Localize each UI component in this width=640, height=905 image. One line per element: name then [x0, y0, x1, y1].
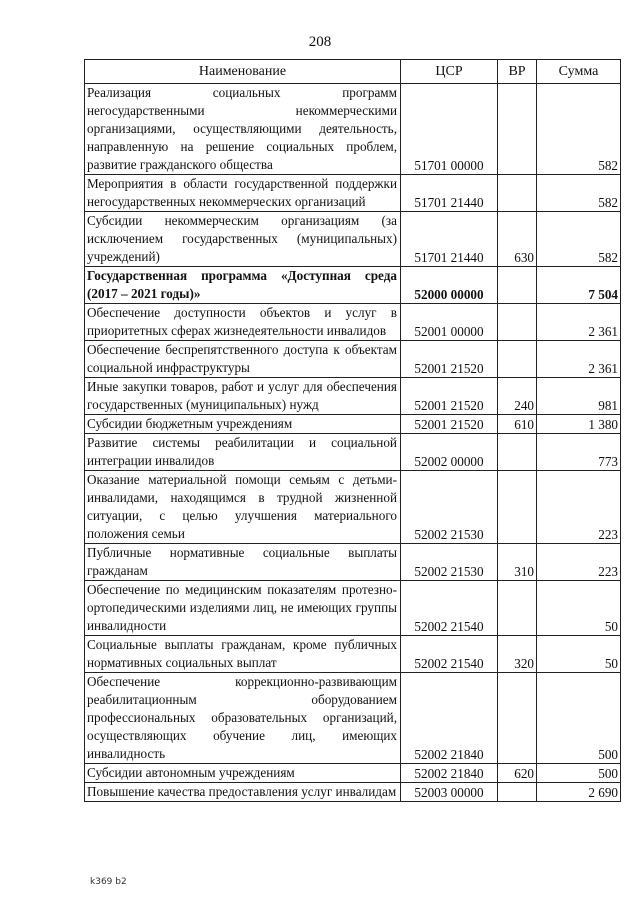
- row-sum-cell: 981: [537, 378, 621, 415]
- row-csr-cell: 52002 21840: [401, 673, 498, 764]
- row-sum-cell: 582: [537, 84, 621, 175]
- row-csr-cell: 51701 00000: [401, 84, 498, 175]
- row-sum-cell: 773: [537, 434, 621, 471]
- row-csr-cell: 51701 21440: [401, 212, 498, 267]
- row-sum-cell: 582: [537, 212, 621, 267]
- row-csr-cell: 52003 00000: [401, 783, 498, 802]
- row-vr-cell: 630: [498, 212, 537, 267]
- row-vr-cell: [498, 783, 537, 802]
- row-vr-cell: [498, 175, 537, 212]
- header-csr: ЦСР: [401, 60, 498, 84]
- row-sum-cell: 7 504: [537, 267, 621, 304]
- table-row: [85, 673, 621, 764]
- table-row: [85, 783, 621, 802]
- row-csr-cell: 51701 21440: [401, 175, 498, 212]
- budget-table: [84, 59, 621, 802]
- table-row: [85, 544, 621, 581]
- row-sum-cell: 50: [537, 581, 621, 636]
- table-row: [85, 764, 621, 783]
- table-row: [85, 581, 621, 636]
- footer-code: k369 b2: [90, 877, 127, 887]
- row-csr-cell: 52001 21520: [401, 378, 498, 415]
- row-csr-cell: 52002 21530: [401, 471, 498, 544]
- row-sum-cell: 500: [537, 673, 621, 764]
- row-name-cell: Обеспечение по медицинским показателям протезно-ортопедическими изделиями лиц, не имеющих группы инвалидности: [85, 581, 401, 636]
- row-name-cell: Повышение качества предоставления услуг инвалидам: [85, 783, 401, 802]
- row-name-cell: Обеспечение коррекционно-развивающим реабилитационным оборудованием профессиональных образовательных организаций, осуществляющих обучение лиц, имеющих инвалидность: [85, 673, 401, 764]
- row-vr-cell: [498, 341, 537, 378]
- row-csr-cell: 52002 21840: [401, 764, 498, 783]
- row-sum-cell: 2 690: [537, 783, 621, 802]
- row-vr-cell: [498, 434, 537, 471]
- row-name-cell: Социальные выплаты гражданам, кроме публичных нормативных социальных выплат: [85, 636, 401, 673]
- table-row: [85, 212, 621, 267]
- row-vr-cell: [498, 581, 537, 636]
- row-name-cell: Иные закупки товаров, работ и услуг для обеспечения государственных (муниципальных) нужд: [85, 378, 401, 415]
- table-row: [85, 434, 621, 471]
- row-vr-cell: 320: [498, 636, 537, 673]
- row-csr-cell: 52002 21530: [401, 544, 498, 581]
- row-csr-cell: 52000 00000: [401, 267, 498, 304]
- row-name-cell: Публичные нормативные социальные выплаты гражданам: [85, 544, 401, 581]
- row-sum-cell: 50: [537, 636, 621, 673]
- row-sum-cell: 2 361: [537, 304, 621, 341]
- row-vr-cell: [498, 84, 537, 175]
- row-name-cell: Мероприятия в области государственной поддержки негосударственных некоммерческих организаций: [85, 175, 401, 212]
- table-row: [85, 84, 621, 175]
- row-vr-cell: [498, 267, 537, 304]
- table-row: [85, 267, 621, 304]
- row-sum-cell: 500: [537, 764, 621, 783]
- row-csr-cell: 52002 00000: [401, 434, 498, 471]
- page-number: 208: [308, 34, 332, 50]
- table-row: [85, 304, 621, 341]
- row-csr-cell: 52002 21540: [401, 581, 498, 636]
- table-header-row: [85, 60, 621, 84]
- row-sum-cell: 2 361: [537, 341, 621, 378]
- row-vr-cell: 610: [498, 415, 537, 434]
- row-csr-cell: 52001 21520: [401, 415, 498, 434]
- row-name-cell: Государственная программа «Доступная среда (2017 – 2021 годы)»: [85, 267, 401, 304]
- table-row: [85, 341, 621, 378]
- row-name-cell: Оказание материальной помощи семьям с детьми-инвалидами, находящимся в трудной жизненной ситуации, с целью улучшения материального положения семьи: [85, 471, 401, 544]
- row-vr-cell: 620: [498, 764, 537, 783]
- row-sum-cell: 223: [537, 544, 621, 581]
- header-sum: Сумма: [537, 60, 621, 84]
- row-name-cell: Субсидии некоммерческим организациям (за исключением государственных (муниципальных) учреждений): [85, 212, 401, 267]
- header-vr: ВР: [498, 60, 537, 84]
- table-body: [85, 84, 621, 802]
- row-sum-cell: 582: [537, 175, 621, 212]
- row-name-cell: Развитие системы реабилитации и социальной интеграции инвалидов: [85, 434, 401, 471]
- row-name-cell: Реализация социальных программ негосударственными некоммерческими организациями, осуществляющими деятельность, направленную на решение социальных проблем, развитие гражданского общества: [85, 84, 401, 175]
- row-vr-cell: [498, 304, 537, 341]
- header-name: Наименование: [85, 60, 401, 84]
- row-name-cell: Субсидии бюджетным учреждениям: [85, 415, 401, 434]
- row-vr-cell: 310: [498, 544, 537, 581]
- row-sum-cell: 1 380: [537, 415, 621, 434]
- row-sum-cell: 223: [537, 471, 621, 544]
- row-name-cell: Субсидии автономным учреждениям: [85, 764, 401, 783]
- row-vr-cell: [498, 471, 537, 544]
- row-name-cell: Обеспечение доступности объектов и услуг в приоритетных сферах жизнедеятельности инвалидов: [85, 304, 401, 341]
- table-row: [85, 415, 621, 434]
- row-csr-cell: 52001 21520: [401, 341, 498, 378]
- row-csr-cell: 52002 21540: [401, 636, 498, 673]
- table-row: [85, 636, 621, 673]
- row-vr-cell: [498, 673, 537, 764]
- row-name-cell: Обеспечение беспрепятственного доступа к объектам социальной инфраструктуры: [85, 341, 401, 378]
- table-row: [85, 378, 621, 415]
- table-row: [85, 175, 621, 212]
- row-vr-cell: 240: [498, 378, 537, 415]
- row-csr-cell: 52001 00000: [401, 304, 498, 341]
- table-row: [85, 471, 621, 544]
